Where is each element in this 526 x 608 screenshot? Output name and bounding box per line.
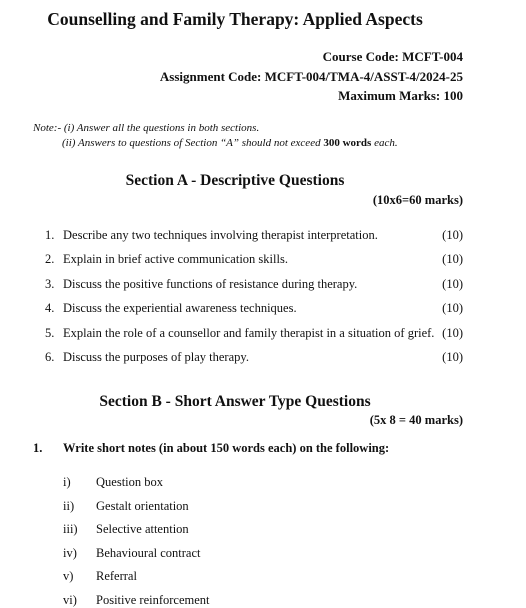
section-b-title: Section B - Short Answer Type Questions — [99, 393, 371, 410]
question-marks: (10) — [442, 326, 463, 340]
question-text: Discuss the purposes of play therapy. — [63, 350, 249, 364]
section-a-title: Section A - Descriptive Questions — [125, 172, 345, 189]
section-b-question-text: Write short notes (in about 150 words each) on the following: — [63, 441, 390, 455]
section-b-question-number: 1. — [33, 441, 43, 455]
question-text: Explain in brief active communication skills. — [63, 252, 288, 266]
sub-item-number: vi) — [63, 593, 77, 607]
sub-item-text: Gestalt orientation — [96, 499, 189, 513]
course-code: Course Code: MCFT-004 — [322, 49, 463, 64]
question-marks: (10) — [442, 350, 463, 364]
question-marks: (10) — [442, 252, 463, 266]
sub-item-number: iii) — [63, 522, 78, 536]
question-text: Describe any two techniques involving therapist interpretation. — [63, 228, 378, 242]
sub-item-text: Question box — [96, 475, 164, 489]
note-line-1 — [33, 122, 259, 134]
maximum-marks: Maximum Marks: 100 — [338, 88, 463, 103]
question-marks: (10) — [442, 301, 463, 315]
question-number: 5. — [45, 326, 55, 340]
question-number: 6. — [45, 350, 55, 364]
question-text: Discuss the positive functions of resistance during therapy. — [63, 277, 358, 291]
question-number: 2. — [45, 252, 55, 266]
sub-item-text: Referral — [96, 569, 137, 583]
question-marks: (10) — [442, 277, 463, 291]
question-number: 3. — [45, 277, 55, 291]
sub-item-number: ii) — [63, 499, 75, 513]
question-text: Discuss the experiential awareness techniques. — [63, 301, 297, 315]
sub-item-text: Behavioural contract — [96, 546, 201, 560]
question-marks: (10) — [442, 228, 463, 242]
sub-item-text: Positive reinforcement — [96, 593, 210, 607]
note-text-1: (i) Answer all the questions in both sections. — [63, 122, 260, 134]
sub-item-number: v) — [63, 569, 74, 583]
note-label: Note:- — [33, 122, 62, 134]
sub-item-text: Selective attention — [96, 522, 189, 536]
document-title: Counselling and Family Therapy: Applied Aspects — [47, 9, 423, 29]
note-line-2 — [62, 137, 398, 149]
note-text-2-suffix: each. — [371, 137, 398, 149]
sub-item-number: iv) — [63, 546, 77, 560]
sub-item-number: i) — [63, 475, 71, 489]
question-number: 4. — [45, 301, 55, 315]
section-a-marks: (10x6=60 marks) — [372, 193, 463, 207]
section-b-marks: (5x 8 = 40 marks) — [369, 413, 463, 427]
note-word-limit: 300 words — [323, 137, 372, 149]
question-number: 1. — [45, 228, 55, 242]
note-text-2-prefix: (ii) Answers to questions of Section “A” should not exceed — [62, 137, 324, 149]
assignment-code: Assignment Code: MCFT-004/TMA-4/ASST-4/2024-25 — [159, 69, 463, 84]
question-text: Explain the role of a counsellor and family therapist in a situation of grief. — [63, 326, 435, 340]
